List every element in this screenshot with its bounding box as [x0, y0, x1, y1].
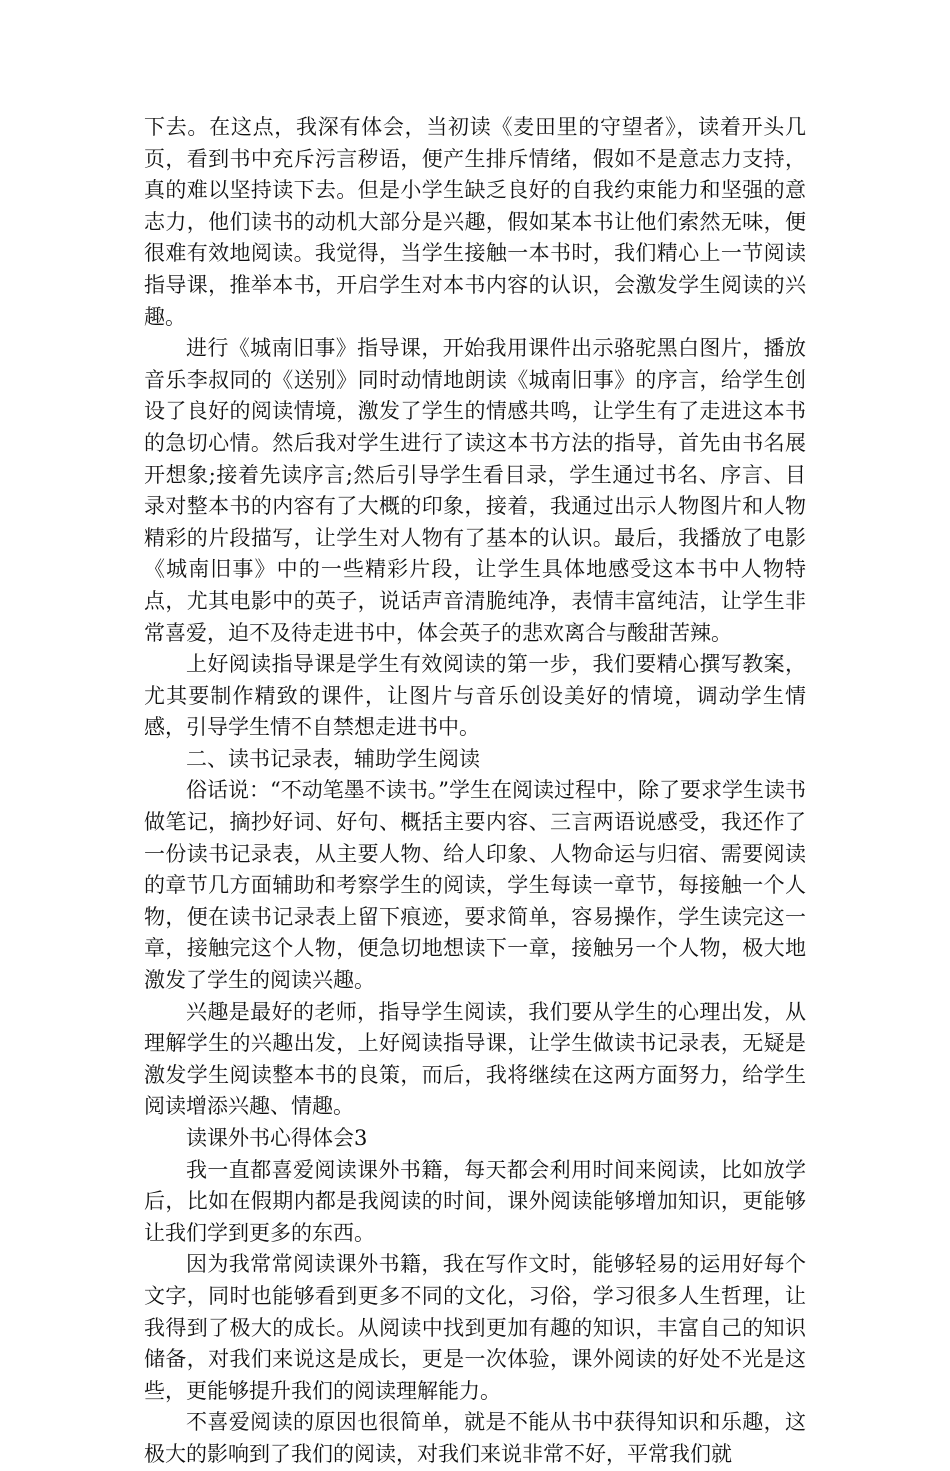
paragraph-guidance-summary: 上好阅读指导课是学生有效阅读的第一步，我们要精心撰写教案，尤其要制作精致的课件，让图片与音乐创设美好的情境，调动学生情感，引导学生情不自禁想走进书中。	[144, 652, 806, 740]
document-body	[144, 112, 806, 1471]
paragraph-interest-teacher: 兴趣是最好的老师，指导学生阅读，我们要从学生的心理出发，从理解学生的兴趣出发，上好阅读指导课，让学生做读书记录表，无疑是激发学生阅读整本书的良策，而后，我将继续在这两方面努力，给学生阅读增添兴趣、情趣。	[144, 999, 806, 1119]
paragraph-love-reading: 我一直都喜爱阅读课外书籍，每天都会利用时间来阅读，比如放学后，比如在假期内都是我阅读的时间，课外阅读能够增加知识，更能够让我们学到更多的东西。	[144, 1157, 806, 1245]
paragraph-chengnan-lesson: 进行《城南旧事》指导课，开始我用课件出示骆驼黑白图片，播放音乐李叔同的《送别》同时动情地朗读《城南旧事》的序言，给学生创设了良好的阅读情境，激发了学生的情感共鸣，让学生有了走进这本书的急切心情。然后我对学生进行了读这本书方法的指导，首先由书名展开想象;接着先读序言;然后引导学生看目录，学生通过书名、序言、目录对整本书的内容有了大概的印象，接着，我通过出示人物图片和人物精彩的片段描写，让学生对人物有了基本的认识。最后，我播放了电影《城南旧事》中的一些精彩片段，让学生具体地感受这本书中人物特点，尤其电影中的英子，说话声音清脆纯净，表情丰富纯洁，让学生非常喜爱，迫不及待走进书中，体会英子的悲欢离合与酸甜苦辣。	[144, 336, 806, 645]
section-heading-essay-3: 读课外书心得体会3	[186, 1126, 368, 1150]
paragraph-continuation: 下去。在这点，我深有体会，当初读《麦田里的守望者》，读着开头几页，看到书中充斥污言秽语，便产生排斥情绪，假如不是意志力支持，真的难以坚持读下去。但是小学生缺乏良好的自我约束能力和坚强的意志力，他们读书的动机大部分是兴趣，假如某本书让他们索然无味，便很难有效地阅读。我觉得，当学生接触一本书时，我们精心上一节阅读指导课，推举本书，开启学生对本书内容的认识，会激发学生阅读的兴趣。	[144, 115, 806, 329]
paragraph-reading-record: 俗话说：“不动笔墨不读书。”学生在阅读过程中，除了要求学生读书做笔记，摘抄好词、好句、概括主要内容、三言两语说感受，我还作了一份读书记录表，从主要人物、给人印象、人物命运与归宿、需要阅读的章节几方面辅助和考察学生的阅读，学生每读一章节，每接触一个人物，便在读书记录表上留下痕迹，要求简单，容易操作，学生读完这一章，接触完这个人物，便急切地想读下一章，接触另一个人物，极大地激发了学生的阅读兴趣。	[144, 778, 806, 993]
paragraph-benefits: 因为我常常阅读课外书籍，我在写作文时，能够轻易的运用好每个文字，同时也能够看到更多不同的文化，习俗，学习很多人生哲理，让我得到了极大的成长。从阅读中找到更加有趣的知识，丰富自己的知识储备，对我们来说这是成长，更是一次体验，课外阅读的好处不光是这些，更能够提升我们的阅读理解能力。	[144, 1252, 806, 1403]
section-heading-reading-record: 二、读书记录表，辅助学生阅读	[186, 746, 480, 771]
paragraph-dislike-reasons: 不喜爱阅读的原因也很简单，就是不能从书中获得知识和乐趣，这极大的影响到了我们的阅读，对我们来说非常不好，平常我们就	[144, 1410, 806, 1466]
